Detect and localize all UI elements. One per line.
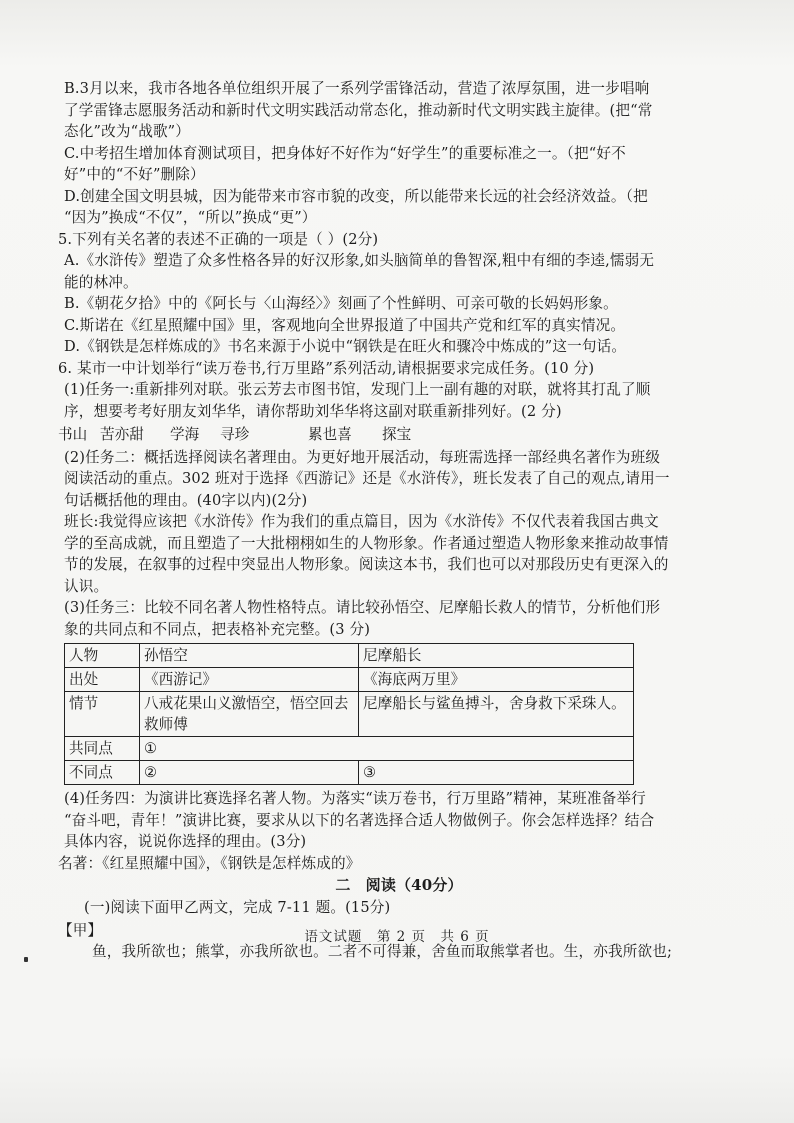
q5-option-c: C.斯诺在《红星照耀中国》里，客观地向全世界报道了中国共产党和红军的真实情况。 — [64, 316, 626, 334]
task4-line1: (4)任务四：为演讲比赛选择名著人物。为落实“读万卷书，行万里路”精神，某班准备举行 — [64, 790, 646, 807]
couplet-word: 寻珍 — [220, 426, 250, 443]
table-cell: 出处 — [65, 668, 140, 692]
table-cell: 不同点 — [65, 761, 140, 785]
option-b-line3: 态化”改为“战歌”） — [64, 123, 191, 140]
table-cell: 《海底两万里》 — [359, 668, 634, 692]
answer-blank-2[interactable]: ② — [140, 761, 359, 785]
task2-line3: 句话概括他的理由。(40字以内)(2分) — [64, 491, 308, 509]
question-5: 5.下列有关名著的表述不正确的一项是（ ）(2分) — [58, 230, 379, 248]
reading-instruction: (一)阅读下面甲乙两文，完成 7-11 题。(15分) — [84, 899, 391, 916]
option-c-line2: 好”中的“不好”删除） — [64, 166, 205, 183]
table-cell: 情节 — [65, 692, 140, 737]
task3-line2: 象的共同点和不同点，把表格补充完整。(3 分) — [64, 620, 371, 638]
q5-option-a-line1: A.《水浒传》塑造了众多性格各异的好汉形象,如头脑简单的鲁智深,粗中有细的李逵,懦弱无 — [64, 252, 655, 269]
comparison-table — [64, 643, 634, 785]
couplet-words — [58, 424, 734, 446]
table-cell: 《西游记》 — [140, 668, 359, 692]
task4-books: 名著：《红星照耀中国》，《钢铁是怎样炼成的》 — [58, 854, 361, 872]
answer-blank-1[interactable]: ① — [140, 737, 634, 761]
option-b-line1: B.3月以来，我市各地各单位组织开展了一系列学雷锋活动，营造了浓厚氛围，进一步唱响 — [64, 80, 650, 97]
table-cell: 尼摩船长 — [359, 644, 634, 668]
option-d-line2: “因为”换成“不仅”，“所以”换成“更”） — [64, 209, 317, 226]
task4-line3: 具体内容，说说你选择的理由。(3分) — [64, 833, 307, 850]
task1-line1: (1)任务一:重新排列对联。张云芳去市图书馆，发现门上一副有趣的对联，就将其打乱了顺 — [64, 381, 651, 398]
page-footer: 语文试题 第 2 页 共 6 页 — [304, 929, 490, 945]
question-6: 6. 某市一中计划举行“读万卷书,行万里路”系列活动,请根据要求完成任务。(10 分) — [58, 359, 595, 377]
monitor-line2: 学的至高成就，而且塑造了一大批栩栩如生的人物形象。作者通过塑造人物形象来推动故事情 — [64, 534, 669, 552]
option-b-line2: 了学雷锋志愿服务活动和新时代文明实践活动常态化，推动新时代文明实践主旋律。(把“常 — [64, 101, 653, 119]
table-cell: 孙悟空 — [140, 644, 359, 668]
task1-line2: 序，想要考考好朋友刘华华，请你帮助刘华华将这副对联重新排列好。(2 分) — [64, 402, 562, 420]
section-two-title: 二 阅读（40分） — [335, 876, 463, 894]
q5-option-d: D.《钢铁是怎样炼成的》书名来源于小说中“钢铁是在旺火和骤冷中炼成的”这一句话。 — [64, 338, 627, 355]
task3-line1: (3)任务三：比较不同名著人物性格特点。请比较孙悟空、尼摩船长救人的情节，分析他们形 — [64, 599, 661, 616]
couplet-word: 累也喜 — [308, 426, 352, 443]
q5-option-b: B.《朝花夕拾》中的《阿长与〈山海经〉》刻画了个性鲜明、可亲可敬的长妈妈形象。 — [64, 295, 618, 312]
table-cell: 尼摩船长与鲨鱼搏斗，舍身救下采珠人。 — [359, 692, 634, 737]
monitor-line1: 班长:我觉得应该把《水浒传》作为我们的重点篇目，因为《水浒传》不仅代表着我国古典文 — [64, 513, 659, 530]
monitor-line4: 认识。 — [64, 577, 109, 595]
table-cell: 共同点 — [65, 737, 140, 761]
table-row — [65, 668, 634, 692]
passage-jia-line1: 鱼，我所欲也；熊掌，亦我所欲也。二者不可得兼，舍鱼而取熊掌者也。生，亦我所欲也; — [92, 943, 673, 960]
table-cell: 八戒花果山义激悟空，悟空回去救师傅 — [140, 692, 359, 737]
q5-option-a-line2: 能的林冲。 — [64, 273, 138, 291]
table-cell: 人物 — [65, 644, 140, 668]
couplet-word: 书山 — [58, 426, 88, 443]
task2-line2: 阅读活动的重点。302 班对于选择《西游记》还是《水浒传》，班长发表了自己的观点,请用一 — [64, 470, 670, 487]
table-row — [65, 761, 634, 785]
task4-line2: “奋斗吧，青年！”演讲比赛，要求从以下的名著选择合适人物做例子。你会怎样选择？结合 — [64, 811, 655, 829]
option-c-line1: C.中考招生增加体育测试项目，把身体好不好作为“好学生”的重要标准之一。（把“好不 — [64, 144, 626, 162]
passage-jia-label: 【甲】 — [58, 921, 103, 939]
answer-blank-3[interactable]: ③ — [359, 761, 634, 785]
monitor-line3: 节的发展，在叙事的过程中突显出人物形象。阅读这本书，我们也可以对那段历史有更深入的 — [64, 556, 669, 573]
table-row — [65, 692, 634, 737]
table-row — [65, 644, 634, 668]
scan-speck — [24, 957, 28, 962]
task2-line1: (2)任务二：概括选择阅读名著理由。为更好地开展活动，每班需选择一部经典名著作为班级 — [64, 448, 661, 466]
couplet-word: 探宝 — [382, 426, 412, 443]
option-d-line1: D.创建全国文明县城，因为能带来市容市貌的改变，所以能带来长远的社会经济效益。（把 — [64, 187, 648, 205]
couplet-word: 学海 — [170, 426, 200, 443]
couplet-word: 苦亦甜 — [100, 426, 144, 443]
table-row — [65, 737, 634, 761]
